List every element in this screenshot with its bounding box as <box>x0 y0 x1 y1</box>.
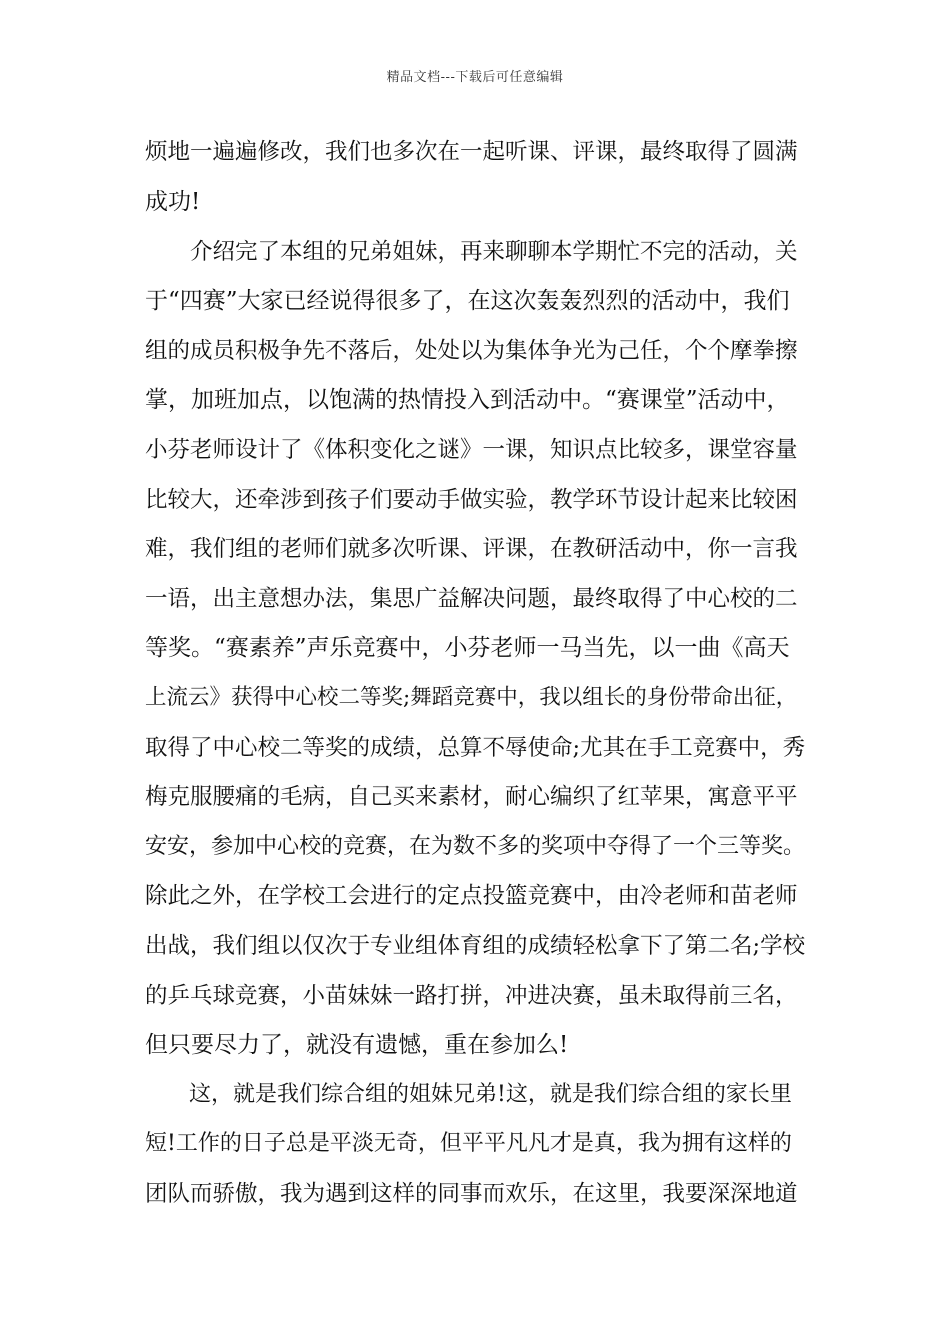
page-header: 精品文档---下载后可任意编辑 <box>386 70 564 85</box>
text-line: 但只要尽力了，就没有遗憾，重在参加么! <box>145 1032 569 1058</box>
text-line: 一语，出主意想办法，集思广益解决问题，最终取得了中心校的二 <box>145 586 798 612</box>
text-line: 掌，加班加点，以饱满的热情投入到活动中。“赛课堂”活动中， <box>145 387 790 413</box>
text-line: 比较大，还牵涉到孩子们要动手做实验，教学环节设计起来比较困 <box>145 487 798 513</box>
text-line: 等奖。“赛素养”声乐竞赛中，小芬老师一马当先，以一曲《高天 <box>145 635 790 661</box>
text-line: 团队而骄傲，我为遇到这样的同事而欢乐，在这里，我要深深地道 <box>145 1181 798 1207</box>
text-line: 于“四赛”大家已经说得很多了，在这次轰轰烈烈的活动中，我们 <box>145 288 790 314</box>
text-line: 这，就是我们综合组的姐妹兄弟!这，就是我们综合组的家长里 <box>145 1082 792 1107</box>
text-line: 除此之外，在学校工会进行的定点投篮竞赛中，由冷老师和苗老师 <box>145 883 798 909</box>
text-line: 安安，参加中心校的竞赛，在为数不多的奖项中夺得了一个三等奖。 <box>145 834 806 859</box>
text-line: 的乒乓球竞赛，小苗妹妹一路打拼，冲进决赛，虽未取得前三名， <box>145 983 798 1009</box>
text-line: 小芬老师设计了《体积变化之谜》一课，知识点比较多，课堂容量 <box>145 437 798 463</box>
text-line: 介绍完了本组的兄弟姐妹，再来聊聊本学期忙不完的活动，关 <box>145 239 798 265</box>
text-line: 取得了中心校二等奖的成绩，总算不辱使命;尤其在手工竞赛中，秀 <box>145 735 806 761</box>
text-line: 梅克服腰痛的毛病，自己买来素材，耐心编织了红苹果，寓意平平 <box>145 784 798 810</box>
text-line: 上流云》获得中心校二等奖;舞蹈竞赛中，我以组长的身份带命出征， <box>145 685 798 710</box>
text-line: 组的成员积极争先不落后，处处以为集体争光为己任，个个摩拳擦 <box>145 338 798 364</box>
text-line: 难，我们组的老师们就多次听课、评课，在教研活动中，你一言我 <box>145 536 798 562</box>
text-line: 成功! <box>145 189 201 215</box>
text-line: 烦地一遍遍修改，我们也多次在一起听课、评课，最终取得了圆满 <box>145 139 798 165</box>
text-line: 短!工作的日子总是平淡无奇，但平平凡凡才是真，我为拥有这样的 <box>145 1131 792 1156</box>
text-line: 出战，我们组以仅次于专业组体育组的成绩轻松拿下了第二名;学校 <box>145 933 806 959</box>
